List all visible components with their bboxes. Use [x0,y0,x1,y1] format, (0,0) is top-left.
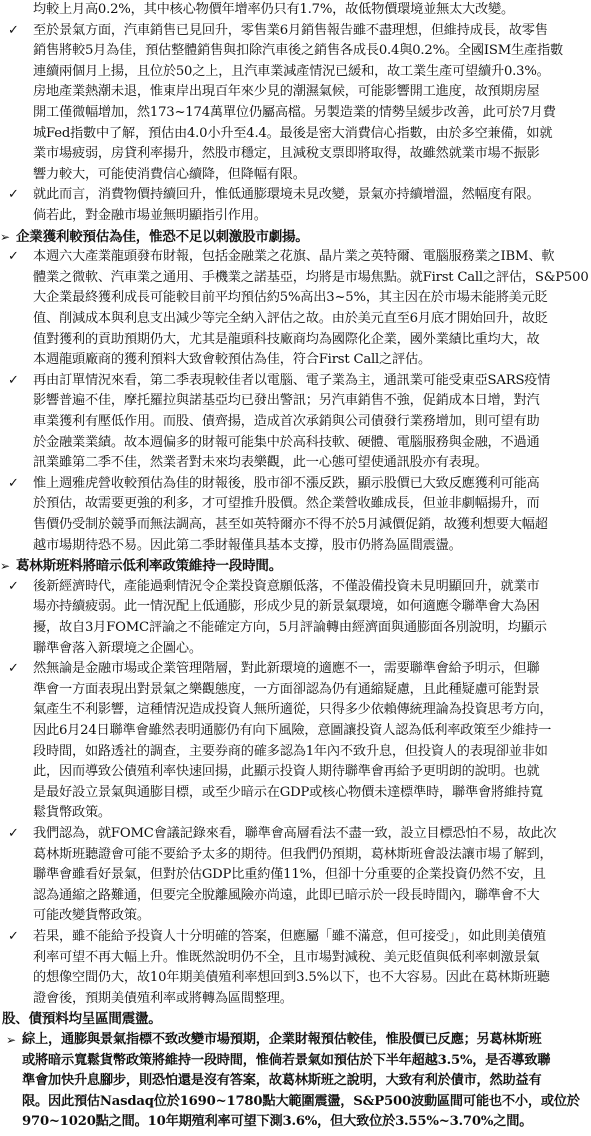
text-line: 城Fed指數中了解，預估由4.0小升至4.4。最後是密大消費信心指數，由於多空兼備，如就 [33,125,553,141]
check-icon: ✓ [8,661,19,677]
text-line: 限。因此預估Nasdaq位於1690~1780點大範圍震盪，S&P500波動區間可能也不小，或位於 [22,1093,580,1109]
text-line: 車業獲利有壓低作用。而股、債齊揚，造成首次承銷與公司債發行業務增加，則可望有助 [33,414,540,429]
section-heading: 企業獲利較預估為佳，惟恐不足以刺激股市劇揚。 [16,228,309,245]
text-line: 利率可望不再大幅上升。惟既然說明仍不全，且市場對減稅、美元貶值與低利率刺激景氣 [33,949,540,965]
text-line: 擾，故自3月FOMC評論之不能確定方向，5月評論轉由經濟面與通膨面各別說明，均顯示 [33,620,547,635]
text-line: 於預估，故需要更強的利多，才可望推升股價。然企業營收雖成長，但並非劇幅揚升，而 [33,496,540,512]
text-line: 綜上，通膨與景氣指標不致改變市場預期，企業財報預估較佳，惟股價已反應；另葛林斯班 [22,1032,542,1047]
text-line: 認為通縮之路難通，但要完全脫離風險亦尚遠，此即已暗示於一段長時間內，聯準會不大 [33,887,540,903]
text-line: 準會加快升息腳步，則恐怕還是沒有答案，故葛林斯班之說明，大致有利於債市，然助益有 [22,1073,542,1089]
text-line: 值、削減成本與利息支出減少等完全納入評估之故。由於美元直至6月底才開始回升，故貶 [33,311,548,326]
check-icon: ✓ [8,372,19,388]
text-line: 業市場疲弱，房貸利率揚升，然股市穩定，且減稅支票即將取得，故雖然就業市場不振影 [33,146,540,162]
text-line: 體業之微軟、汽車業之通用、手機業之諾基亞，均將是市場焦點。就First Call之評估，S&P500 [33,269,589,285]
text-line: 的想像空間仍大，故10年期美債殖利率想回到3.5%以下，也不大容易。因此在葛林斯班聽 [33,970,550,986]
text-line: 連續兩個月上揚，且位於50之上，且汽車業減產情況已緩和，故工業生產可望續升0.3%。 [33,63,550,79]
check-icon: ✓ [8,22,19,38]
text-line: 響力較大，可能使消費信心續降，但降幅有限。 [33,166,306,182]
text-line: 越市場期待恐不易。因此第二季財報僅具基本支撐，股市仍將為區間震盪。 [33,537,462,553]
section-heading: 股、債預料均呈區間震盪。 [2,1011,162,1028]
text-line: 值對獲利的貢助預期仍大，尤其是龍頭科技廠商均為國際化企業，國外業績比重均大，故 [33,331,540,347]
arrow-bullet-icon: ➢ [0,559,11,574]
text-line: 是最好設立景氣與通膨目標，或至少暗示在GDP或核心物價未達標準時，聯準會將維持寬 [33,784,543,800]
text-line: 售價仍受制於競爭而無法調高，甚至如英特爾亦不得不於5月減價促銷，故獲利想要大幅超 [33,517,548,532]
text-line: 此，因而導致公債殖利率快速回揚，此顯示投資人期待聯準會再給予更明朗的說明。也就 [33,764,540,780]
text-line: 訊業雖第二季不佳，然業者對未來均表樂觀，此一心態可望使通訊股亦有表現。 [33,455,488,471]
text-line: 銷售將較5月為佳，預估整體銷售與扣除汽車後之銷售各成長0.4與0.2%。全國ISM生產指數 [33,43,563,59]
text-line: 就此而言，消費物價持續回升，惟低通膨環境未見改變，景氣亦持續增溫，然幅度有限。 [33,187,540,203]
check-icon: ✓ [8,187,19,203]
text-line: 再由訂單情況來看，第二季表現較佳者以電腦、電子業為主，通訊業可能受東亞SARS疫情 [33,372,551,388]
text-line: 段時間，如路透社的調查，主要券商的確多認為1年內不致升息，但投資人的表現卻並非如 [33,743,548,759]
text-line: 聯準會雖看好景氣，但對於估GDP比重約僅11%，但卻十分重要的企業投資仍然不安，且 [33,867,546,883]
text-line: 鬆貨幣政策。 [33,805,111,821]
text-line: 後新經濟時代，產能過剩情況令企業投資意願低落，不僅設備投資未見明顯回升，就業市 [33,578,540,594]
text-line: 場亦持續疲弱。此一情況配上低通膨，形成少見的新景氣環境，如何適應令聯準會大為困 [33,599,540,615]
text-line: 或將暗示寬鬆貨幣政策將維持一段時間，惟倘若景氣如預估於下半年超越3.5%，是否導致聯 [22,1052,551,1068]
text-line: 葛林斯班聽證會可能不要給予太多的期待。但我們仍預期，葛林斯班會設法讓市場了解到， [33,846,553,862]
text-line: 本週龍頭廠商的獲利預料大致會較預估為佳，符合First Call之評估。 [33,352,431,368]
check-icon: ✓ [8,249,19,265]
text-line: 證會後，預期美債殖利率或將轉為區間整理。 [33,990,293,1006]
text-line: 大企業最終獲利成長可能較目前平均預估約5%高出3~5%，其主因在於市場未能將美元貶 [33,290,548,306]
arrow-bullet-icon: ➢ [6,1033,17,1047]
text-line: 倘若此，對金融市場並無明顯指引作用。 [33,208,267,223]
text-line: 然無論是金融市場或企業管理階層，對此新環境的適應不一，需要聯準會給予明示，但聯 [33,661,540,677]
text-line: 氣產生不利影響，這種情況造成投資人無所適從，只得多少依賴傳統理論為投資思考方向， [33,702,553,718]
text-line: 開工僅微幅增加，然173~174萬單位仍屬高檔。另製造業的情勢呈緩步改善，此可於7月費 [33,105,556,120]
text-line: 房地產業熱潮未退，惟東岸出現百年來少見的潮濕氣候，可能影響開工進度，故預期房屋 [33,84,540,100]
arrow-bullet-icon: ➢ [0,229,11,244]
check-icon: ✓ [8,826,19,841]
text-line: 惟上週雅虎營收較預估為佳的財報後，股市卻不漲反跌，顯示股價已大致反應獲利可能高 [33,475,540,491]
text-line: 準會一方面表現出對景氣之樂觀態度，一方面卻認為仍有通縮疑慮，且此種疑慮可能對景 [33,681,540,697]
text-line: 本週六大產業龍頭發布財報，包括金融業之花旗、晶片業之英特爾、電腦服務業之IBM、軟 [33,249,555,265]
section-heading: 葛林斯班料將暗示低利率政策維持一段時間。 [16,558,282,575]
text-line: 因此6月24日聯準會雖然表明通膨仍有向下風險，意圖讓投資人認為低利率政策至少維持一 [33,723,552,738]
check-icon: ✓ [8,475,19,491]
text-line: 970~1020點之間。10年期殖利率可望下測3.6%，但大致位於3.55%~3.70%之間。 [22,1114,533,1130]
text-line: 於金融業業績。故本週偏多的財報可能集中於高科技軟、硬體、電腦服務與金融，不過通 [33,434,540,450]
text-line: 聯準會落入新環境之企圖心。 [33,640,202,656]
intro-line: 均較上月高0.2%，其中核心物價年增率仍只有1.7%，故低物價環境並無太大改變。 [33,2,515,17]
text-line: 影響普遍不佳，摩托羅拉與諾基亞均已發出警訊；另汽車銷售不強，促銷成本日增，對汽 [33,393,540,409]
check-icon: ✓ [8,929,19,944]
text-line: 若果，雖不能給予投資人十分明確的答案，但應屬「雖不滿意，但可接受」，如此則美債殖 [33,929,546,944]
text-line: 我們認為，就FOMC會議記錄來看，聯準會高層看法不盡一致，設立目標恐怕不易，故此次 [33,826,557,841]
check-icon: ✓ [8,578,19,594]
text-line: 至於景氣方面，汽車銷售已見回升，零售業6月銷售報告雖不盡理想，但維持成長，故零售 [33,22,548,38]
text-line: 可能改變貨幣政策。 [33,908,150,924]
